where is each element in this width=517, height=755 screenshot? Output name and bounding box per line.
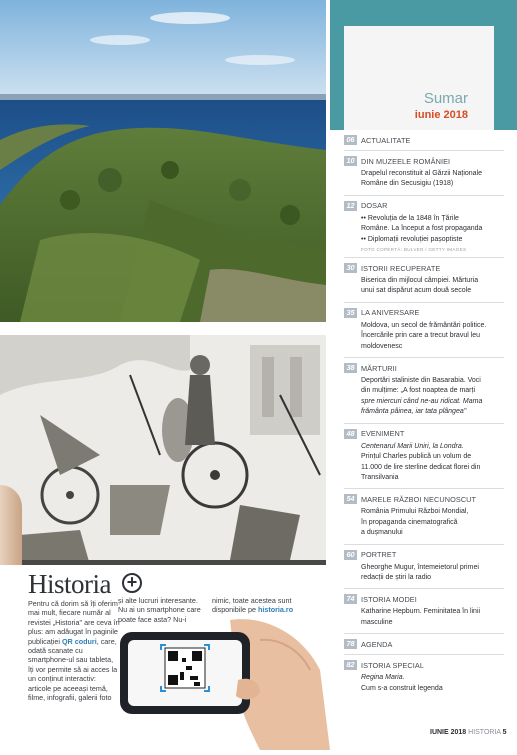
toc-entry[interactable] (344, 594, 504, 628)
section-title: MĂRTURII (361, 363, 397, 373)
toc-entry[interactable] (344, 639, 504, 649)
divider (344, 423, 504, 424)
section-title: ACTUALITATE (361, 135, 411, 145)
footer-brand: HISTORIA (468, 729, 501, 736)
historia-ro-link[interactable]: historia.ro (257, 605, 294, 615)
section-description: Katharine Hepburn. Feminitatea în linii masculine (361, 608, 481, 626)
page-number-badge: 78 (344, 639, 357, 649)
section-title: PORTRET (361, 550, 397, 560)
battle-engraving-illustration (0, 335, 326, 565)
section-description: Centenarul Marii Uniri, la Londra. Prințul Charles publică un volum de 11.000 de lire sterline dedicat florei din Transilvania (361, 442, 481, 481)
qr-codes-term: QR coduri (61, 636, 97, 646)
section-description: Regina Maria. Cum s-a construit legenda (361, 674, 443, 692)
page-footer (430, 729, 507, 736)
section-description: România Primului Război Mondial, în propaganda cinematografică a dușmanului (361, 508, 469, 537)
cover-photo-credit: FOTO COPERTĂ: BULVER / GETTY IMAGES (361, 247, 467, 253)
page-number-badge: 06 (344, 135, 357, 145)
toc-entry[interactable] (344, 429, 504, 484)
page-number-badge: 35 (344, 308, 357, 318)
page-number-badge: 10 (344, 156, 357, 166)
page-number-badge: 82 (344, 660, 357, 670)
hand-with-smartphone-illustration (110, 610, 330, 750)
toc-entry[interactable] (344, 550, 504, 584)
page-number-badge: 74 (344, 594, 357, 604)
section-title: ISTORII RECUPERATE (361, 263, 441, 273)
historia-plus-text-col1: Pentru că dorim să îți oferim mai mult, fiecare număr al revistei „Historia" are ceva în plus: am adăugat în paginile publicației QR coduri, care, odată scanate cu smartphone-ul sau tableta, îți vor permite să ai acces la un conținut interactiv: articole pe aceeași temă, filme, infografii, galerii foto (28, 599, 120, 703)
toc-entry[interactable] (344, 494, 504, 538)
page-number-badge: 38 (344, 363, 357, 373)
section-title: AGENDA (361, 639, 393, 649)
plus-icon: + (122, 573, 142, 593)
section-title: ISTORIA MODEI (361, 594, 417, 604)
toc-entry[interactable] (344, 363, 504, 418)
divider (344, 257, 504, 258)
page-number-badge: 12 (344, 201, 357, 211)
divider (344, 588, 504, 589)
section-title: DIN MUZEELE ROMÂNIEI (361, 156, 451, 166)
smartphone-qr-drawing (110, 610, 330, 750)
coastal-landscape-photo (0, 0, 326, 322)
historia-plus-text-col3: nimic, toate acestea sunt disponibile pe historia.ro (212, 596, 294, 615)
toc-entry[interactable] (344, 201, 504, 252)
section-description: •• Revoluția de la 1848 în Țările Române. La început a fost propaganda •• Diplomații revoluției pașoptiste (361, 214, 483, 243)
historia-plus-title: Historia (28, 569, 111, 599)
divider (344, 544, 504, 545)
section-title: LA ANIVERSARE (361, 308, 420, 318)
toc-entry[interactable] (344, 263, 504, 297)
divider (344, 654, 504, 655)
divider (344, 488, 504, 489)
divider (344, 302, 504, 303)
landscape-illustration (0, 0, 326, 322)
issue-date: iunie 2018 (414, 109, 468, 121)
page-number-badge: 60 (344, 550, 357, 560)
toc-entry[interactable] (344, 156, 504, 190)
footer-date: IUNIE 2018 (430, 729, 467, 736)
section-description: Biserica din mijlocul câmpiei. Mărturia unui sat dispărut acum două secole (361, 277, 479, 295)
historia-plus-text-col2: și alte lucruri interesante. Nu ai un smartphone care poate face asta? Nu-i (118, 596, 201, 624)
section-description: Deportări staliniste din Basarabia. Voci din mulțime: „A fost noaptea de marți spre miercuri când ne-au ridicat. Mama frământa pâinea, iar tata plângea" (361, 377, 483, 416)
section-title: EVENIMENT (361, 429, 405, 439)
section-title: DOSAR (361, 201, 388, 211)
divider (344, 150, 504, 151)
table-of-contents (344, 135, 504, 694)
page-number-badge: 30 (344, 263, 357, 273)
toc-entry[interactable] (344, 135, 504, 145)
engraving-drawing (0, 335, 326, 565)
divider (344, 195, 504, 196)
section-description: Gheorghe Mugur, întemeietorul primei redacții de știri la radio (361, 563, 479, 581)
page-number-badge: 54 (344, 494, 357, 504)
toc-entry[interactable] (344, 308, 504, 352)
section-description: Moldova, un secol de frământări politice. Încercările prin care a trecut bravul leu moldovenesc (361, 321, 487, 350)
divider (344, 357, 504, 358)
page-number-badge: 48 (344, 429, 357, 439)
section-title: ISTORIA SPECIAL (361, 660, 425, 670)
page-number: 5 (502, 729, 507, 736)
toc-entry[interactable] (344, 660, 504, 694)
section-description: Drapelul reconstituit al Gărzii Naționale Române din Secusigiu (1918) (361, 170, 482, 188)
divider (344, 633, 504, 634)
section-title: MARELE RĂZBOI NECUNOSCUT (361, 494, 477, 504)
contents-title: Sumar (423, 90, 468, 107)
